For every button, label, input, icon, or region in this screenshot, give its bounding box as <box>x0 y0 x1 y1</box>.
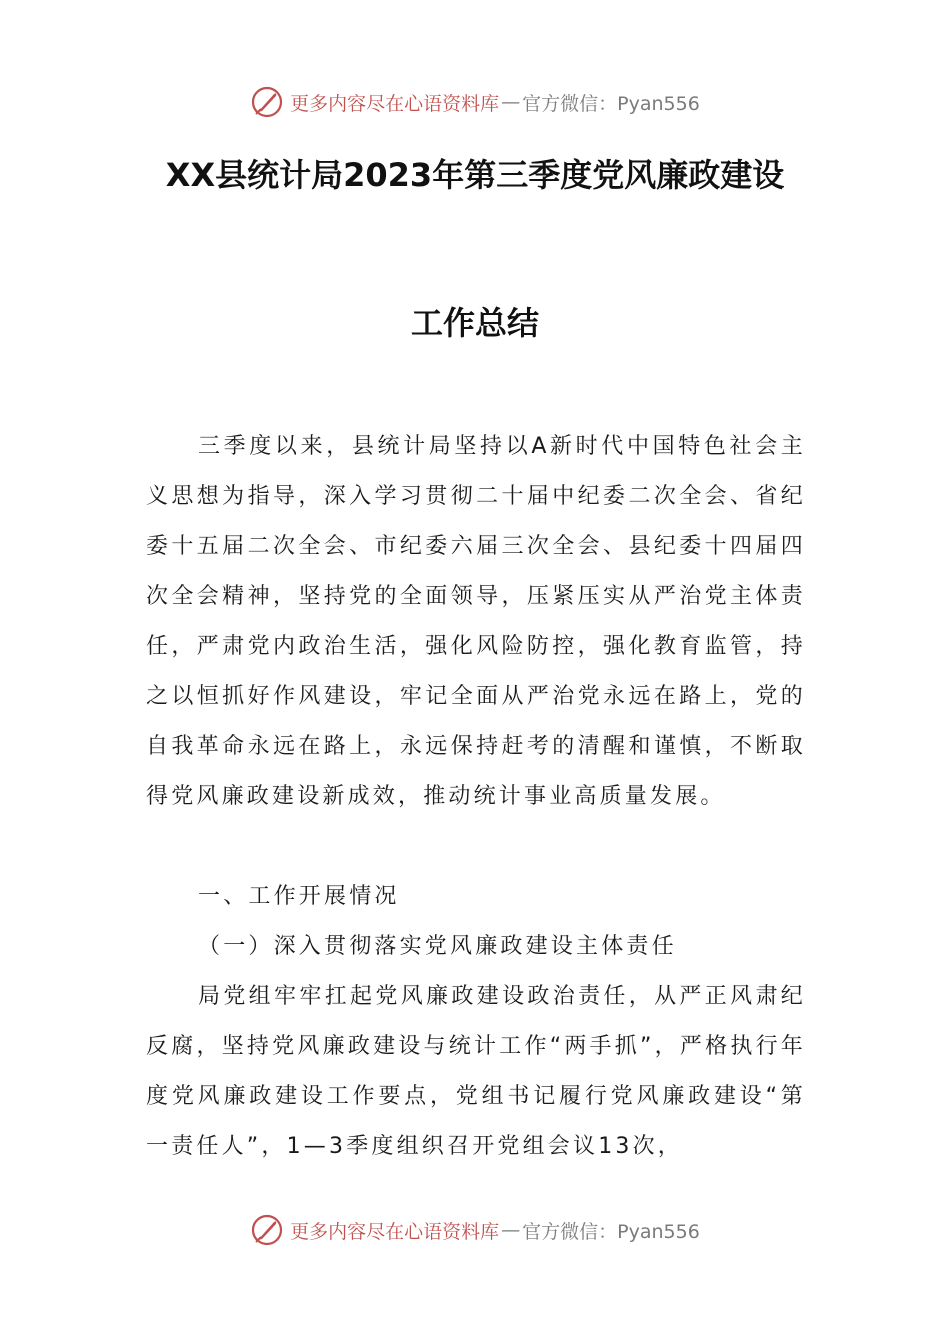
intro-paragraph: 三季度以来，县统计局坚持以A新时代中国特色社会主义思想为指导，深入学习贯彻二十届中纪委二次全会、省纪委十五届二次全会、市纪委六届三次全会、县纪委十四届四次全会精神，坚持党的全面领导，压紧压实从严治党主体责任，严肃党内政治生活，强化风险防控，强化教育监管，持之以恒抓好作风建设，牢记全面从严治党永远在路上，党的自我革命永远在路上，永远保持赶考的清醒和谨慎，不断取得党风廉政建设新成效，推动统计事业高质量发展。 <box>146 434 806 809</box>
watermark-separator: — <box>501 91 521 113</box>
watermark-site-text: 更多内容尽在心语资料库 <box>290 92 500 115</box>
footer-watermark <box>0 1210 950 1250</box>
document-title-line-2: 工作总结 <box>410 304 539 342</box>
quill-logo-icon <box>250 85 284 119</box>
body-paragraph: 局党组牢牢扛起党风廉政建设政治责任，从严正风肃纪反腐，坚持党风廉政建设与统计工作“两手抓”，严格执行年度党风廉政建设工作要点，党组书记履行党风廉政建设“第一责任人”，1—3季度组织召开党组会议13次， <box>146 984 806 1159</box>
watermark-wechat-text: 官方微信：Pyan556 <box>522 1220 700 1243</box>
watermark-separator: — <box>501 1219 521 1241</box>
document-title-line-1: XX县统计局2023年第三季度党风廉政建设 <box>165 156 785 194</box>
quill-logo-icon <box>250 1213 284 1247</box>
watermark-site-text: 更多内容尽在心语资料库 <box>290 1220 500 1243</box>
subsection-heading: （一）深入贯彻落实党风廉政建设主体责任 <box>198 934 677 959</box>
watermark-wechat-text: 官方微信：Pyan556 <box>522 92 700 115</box>
section-heading: 一、工作开展情况 <box>198 884 400 909</box>
header-watermark <box>0 82 950 122</box>
